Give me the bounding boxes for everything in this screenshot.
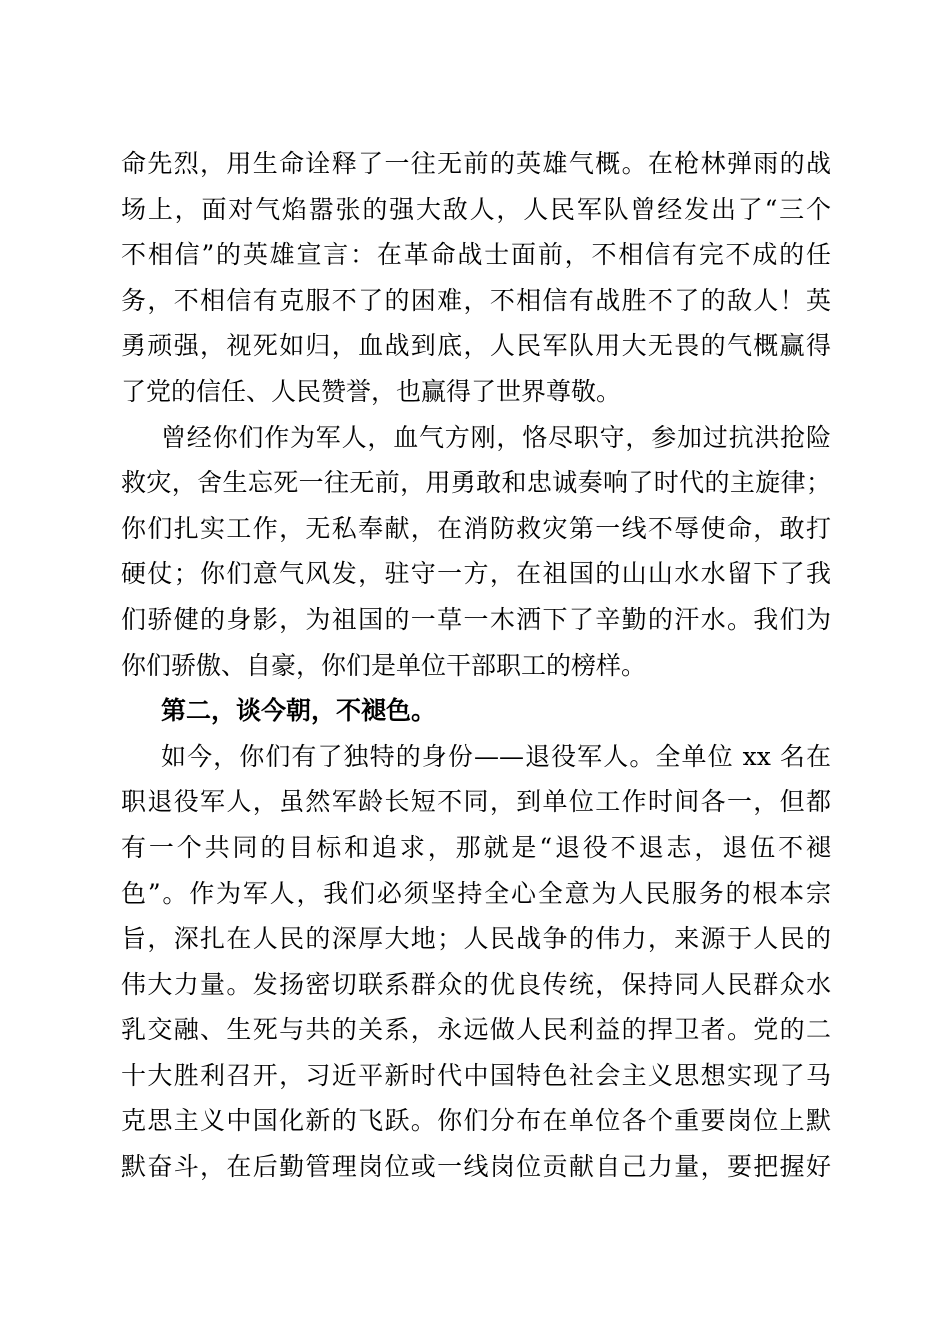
text-line: 默奋斗，在后勤管理岗位或一线岗位贡献自己力量，要把握好 bbox=[121, 1152, 831, 1182]
text-line: 场上，面对气焰嚣张的强大敌人，人民军队曾经发出了“三个 bbox=[121, 194, 831, 224]
text-line: 伟大力量。发扬密切联系群众的优良传统，保持同人民群众水 bbox=[121, 969, 831, 999]
text-line: 命先烈，用生命诠释了一往无前的英雄气概。在枪林弹雨的战 bbox=[121, 149, 831, 178]
text-line: 勇顽强，视死如归，血战到底，人民军队用大无畏的气概赢得 bbox=[121, 331, 831, 361]
text-line: 职退役军人，虽然军龄长短不同，到单位工作时间各一，但都 bbox=[121, 787, 831, 817]
text-line: 曾经你们作为军人，血气方刚，恪尽职守，参加过抗洪抢险 bbox=[161, 422, 831, 452]
text-line: 如今，你们有了独特的身份——退役军人。全单位 xx 名在 bbox=[161, 741, 831, 771]
text-line: 乳交融、生死与共的关系，永远做人民利益的捍卫者。党的二 bbox=[121, 1015, 831, 1045]
text-line: 十大胜利召开，习近平新时代中国特色社会主义思想实现了马 bbox=[121, 1060, 831, 1090]
text-line: 硬仗；你们意气风发，驻守一方，在祖国的山山水水留下了我 bbox=[121, 559, 831, 589]
section-heading: 第二，谈今朝，不褪色。 bbox=[161, 696, 437, 726]
text-line: 你们扎实工作，无私奉献，在消防救灾第一线不辱使命，敢打 bbox=[121, 513, 831, 543]
document-body bbox=[121, 141, 831, 1190]
text-line: 们骄健的身影，为祖国的一草一木洒下了辛勤的汗水。我们为 bbox=[121, 604, 831, 634]
text-line: 了党的信任、人民赞誉，也赢得了世界尊敬。 bbox=[121, 376, 622, 406]
text-line: 色”。作为军人，我们必须坚持全心全意为人民服务的根本宗 bbox=[121, 878, 831, 908]
text-line: 你们骄傲、自豪，你们是单位干部职工的榜样。 bbox=[121, 650, 647, 680]
text-line: 务，不相信有克服不了的困难，不相信有战胜不了的敌人！英 bbox=[121, 285, 831, 315]
text-line: 不相信”的英雄宣言：在革命战士面前，不相信有完不成的任 bbox=[121, 240, 831, 270]
text-line: 旨，深扎在人民的深厚大地；人民战争的伟力，来源于人民的 bbox=[121, 924, 831, 954]
text-line: 克思主义中国化新的飞跃。你们分布在单位各个重要岗位上默 bbox=[121, 1106, 831, 1136]
text-line: 有一个共同的目标和追求，那就是“退役不退志，退伍不褪 bbox=[121, 832, 831, 862]
text-line: 救灾，舍生忘死一往无前，用勇敢和忠诚奏响了时代的主旋律； bbox=[121, 468, 831, 498]
